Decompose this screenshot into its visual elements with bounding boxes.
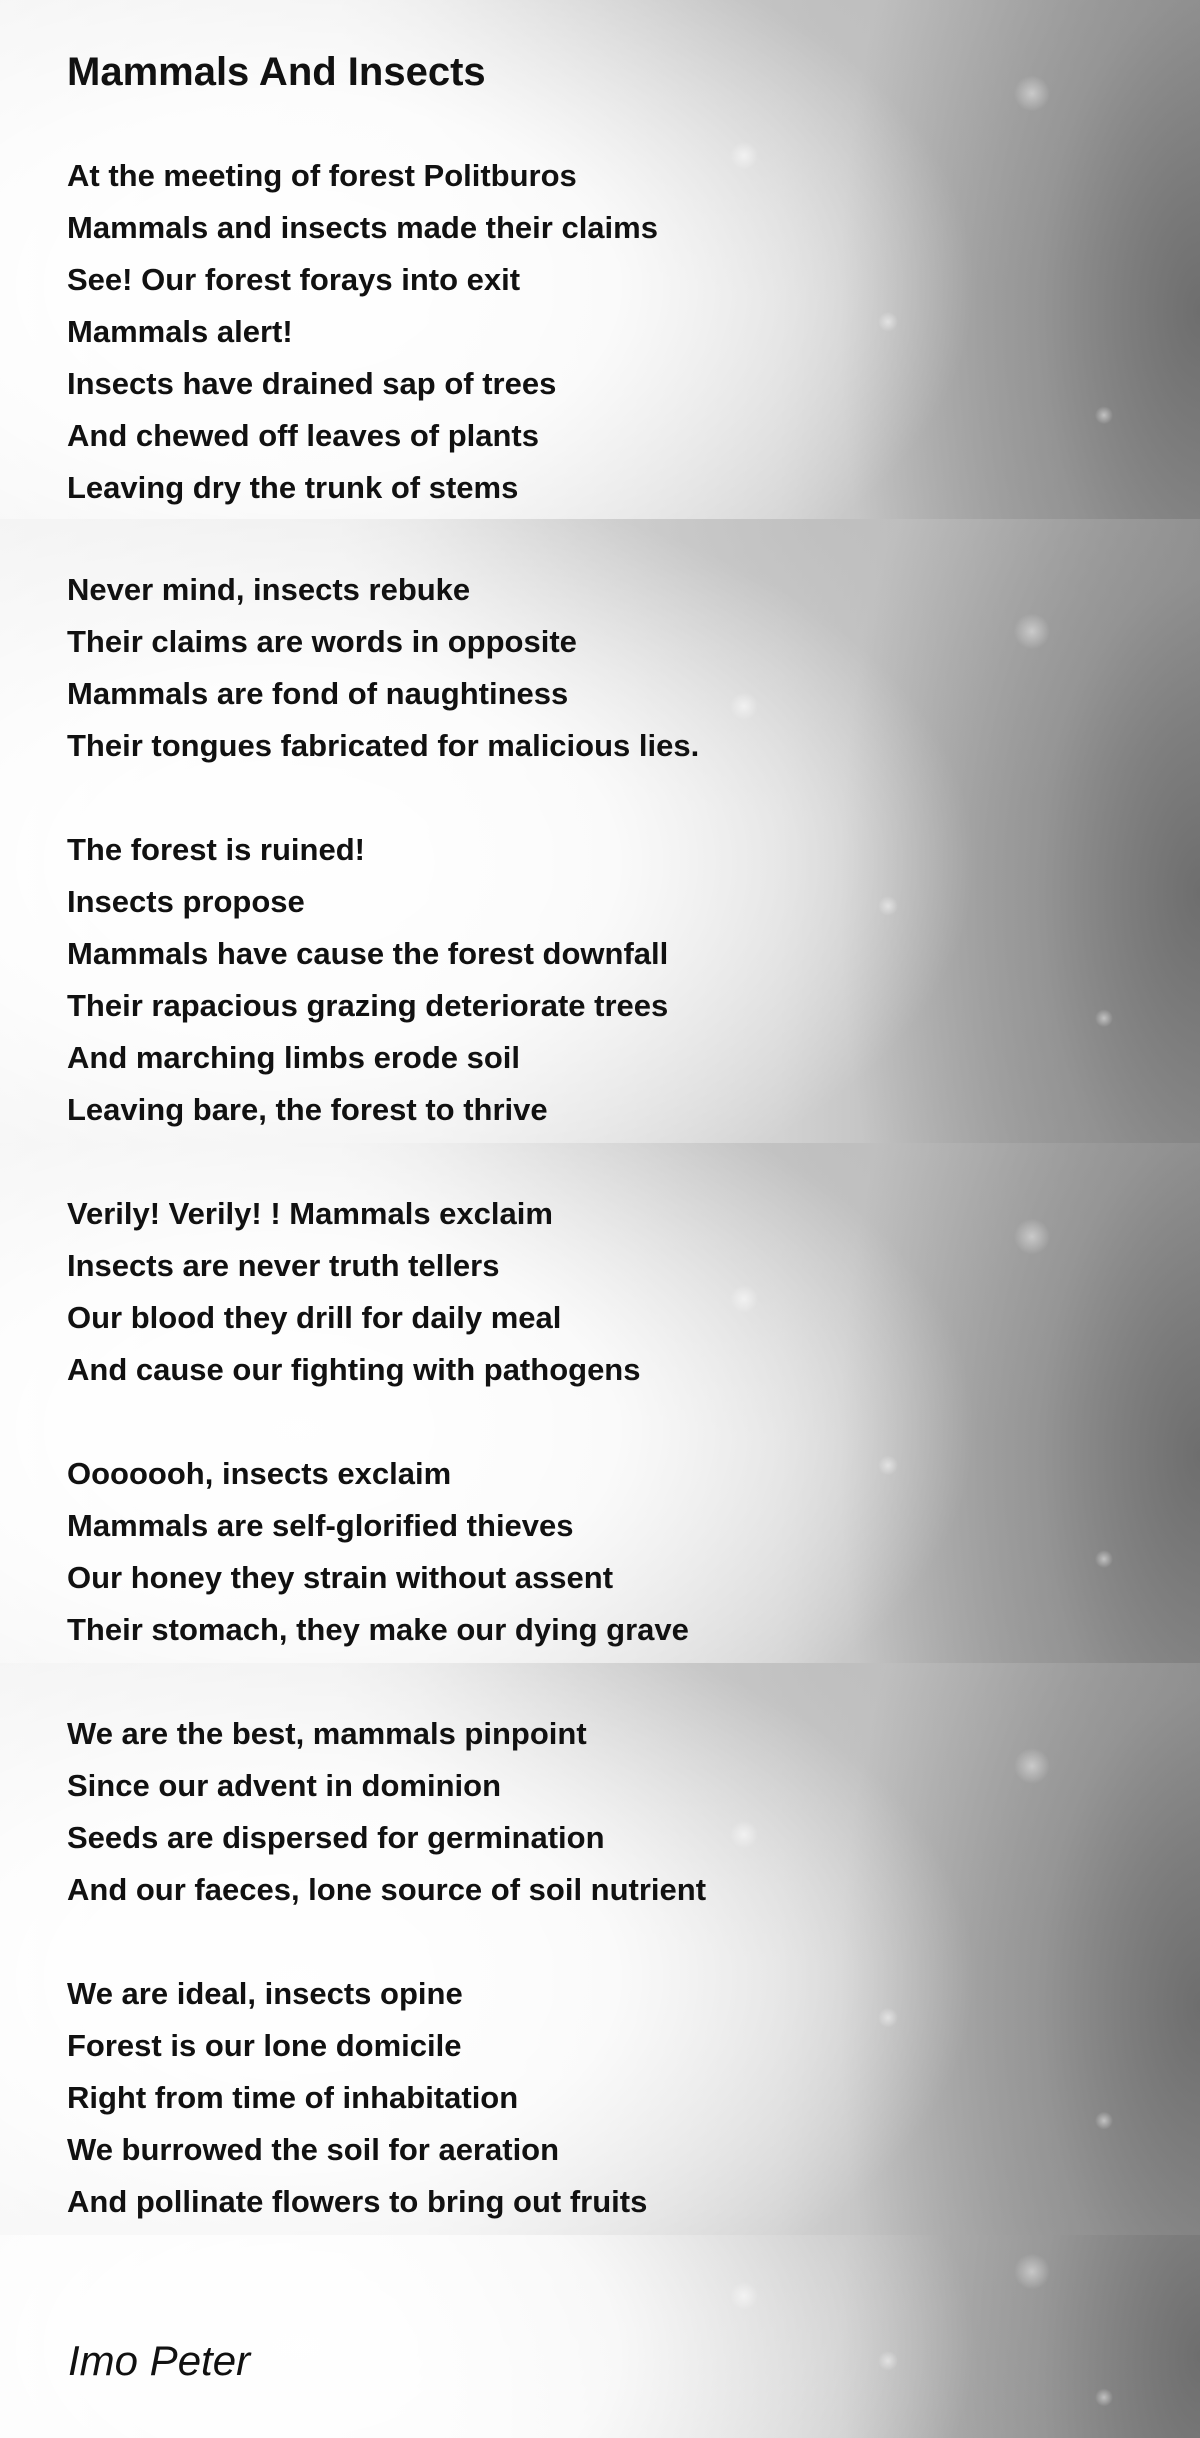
poem-line: Leaving dry the trunk of stems <box>67 470 519 505</box>
poem-line: Insects have drained sap of trees <box>67 366 557 401</box>
poem-panel-1 <box>0 0 1200 519</box>
poem-line: Their claims are words in opposite <box>67 624 577 659</box>
poem-line: Verily! Verily! ! Mammals exclaim <box>67 1196 553 1231</box>
poem-line: And chewed off leaves of plants <box>67 418 539 453</box>
poem-line: Mammals and insects made their claims <box>67 210 658 245</box>
poem-line: At the meeting of forest Politburos <box>67 158 577 193</box>
poem-line: And marching limbs erode soil <box>67 1040 521 1075</box>
poem-line: Never mind, insects rebuke <box>67 572 471 607</box>
stanza-break <box>67 1916 706 1968</box>
poem-line: Mammals alert! <box>67 314 293 349</box>
poem-line: The forest is ruined! <box>67 832 365 867</box>
poem-line: Their stomach, they make our dying grave <box>67 1612 689 1647</box>
poem-line: Their tongues fabricated for malicious lies. <box>67 728 700 763</box>
stanza-break <box>67 1396 689 1448</box>
poem-panel-3 <box>0 1143 1200 1663</box>
poem-line: Ooooooh, insects exclaim <box>67 1456 452 1491</box>
stanza-block-3 <box>67 1188 689 1656</box>
poem-line: Mammals are self-glorified thieves <box>67 1508 574 1543</box>
poem-line: Insects propose <box>67 884 305 919</box>
poem-line: We are the best, mammals pinpoint <box>67 1716 587 1751</box>
poem-line: And cause our fighting with pathogens <box>67 1352 641 1387</box>
poem-line: Forest is our lone domicile <box>67 2028 462 2063</box>
poem-line: Right from time of inhabitation <box>67 2080 519 2115</box>
poem-panel-2 <box>0 519 1200 1143</box>
poem-line: We burrowed the soil for aeration <box>67 2132 560 2167</box>
stanza-block-2 <box>67 564 699 1136</box>
poem-title: Mammals And Insects <box>67 50 486 94</box>
poem-line: Since our advent in dominion <box>67 1768 502 1803</box>
poem-line: Mammals have cause the forest downfall <box>67 936 669 971</box>
poem-panel-4 <box>0 1663 1200 2235</box>
poem-line: Our honey they strain without assent <box>67 1560 614 1595</box>
poem-line: And pollinate flowers to bring out fruits <box>67 2184 648 2219</box>
poem-author: Imo Peter <box>68 2337 251 2384</box>
poem-line: Seeds are dispersed for germination <box>67 1820 605 1855</box>
stanza-break <box>67 772 699 824</box>
author-panel <box>0 2235 1200 2438</box>
poem-line: Our blood they drill for daily meal <box>67 1300 562 1335</box>
poem-line: See! Our forest forays into exit <box>67 262 521 297</box>
stanza-block-4 <box>67 1708 706 2228</box>
poem-line: We are ideal, insects opine <box>67 1976 463 2011</box>
poem-line: Leaving bare, the forest to thrive <box>67 1092 548 1127</box>
poem-line: Mammals are fond of naughtiness <box>67 676 569 711</box>
stanza-block-1 <box>67 150 658 514</box>
poem-line: Their rapacious grazing deteriorate trees <box>67 988 669 1023</box>
poem-line: And our faeces, lone source of soil nutrient <box>67 1872 707 1907</box>
poem-line: Insects are never truth tellers <box>67 1248 500 1283</box>
